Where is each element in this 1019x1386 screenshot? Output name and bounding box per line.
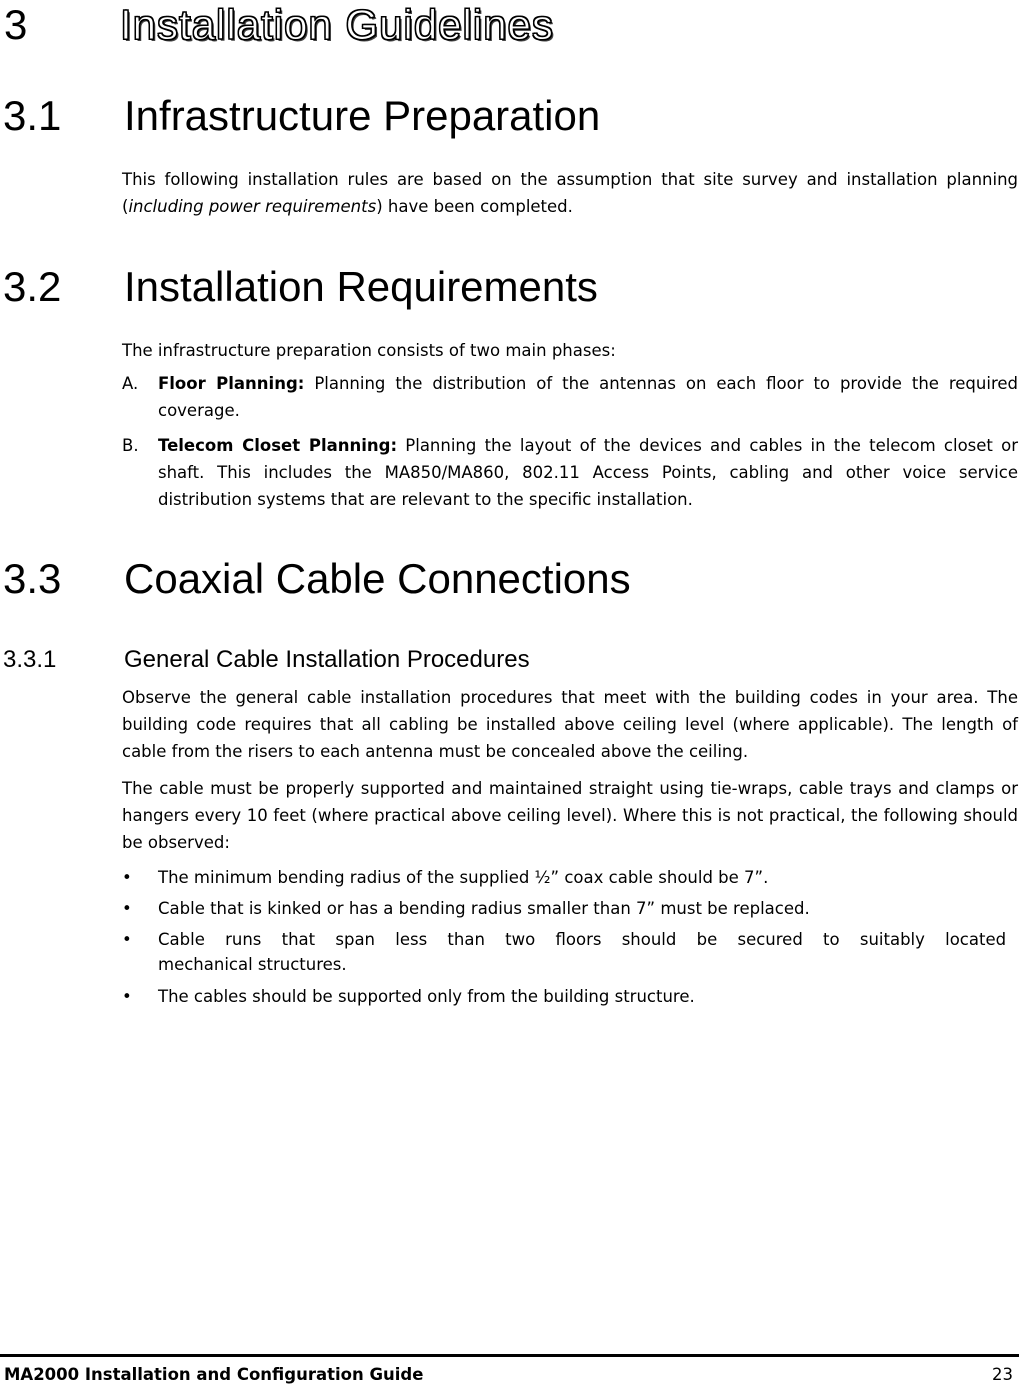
footer-page-number: 23: [992, 1365, 1013, 1384]
section-3-1-paragraph: [122, 166, 1018, 220]
bullet-continuation: [122, 951, 1018, 978]
bullet-text: Cable runs that span less than two floors should be secured to suitably located: [158, 930, 1007, 949]
paragraph-emphasis: including power requirements: [128, 197, 377, 216]
list-item-telecom-closet-planning: [122, 432, 1018, 513]
list-item-text: Planning the distribution of the antennas on each floor to provide the required coverage.: [158, 374, 1018, 420]
bullet-text: The minimum bending radius of the supplied ½” coax cable should be 7”.: [158, 868, 769, 887]
section-title: Infrastructure Preparation: [124, 92, 601, 139]
bullet-item: [122, 895, 1018, 922]
subsection-paragraph-1: Observe the general cable installation procedures that meet with the building codes in your area. The building code requires that all cabling be installed above ceiling level (where applicable). The length of cable from the risers to each antenna must be concealed above the ceiling.: [122, 688, 1018, 761]
bullet-text: mechanical structures.: [158, 955, 347, 974]
section-number: 3.2: [3, 263, 62, 310]
bullet-item: [122, 926, 1018, 953]
chapter-title: Installation Guidelines: [120, 1, 554, 48]
footer-divider: [0, 1354, 1019, 1357]
list-item-floor-planning: [122, 370, 1018, 424]
subsection-number: 3.3.1: [3, 646, 57, 673]
list-item-lead: Floor Planning:: [158, 374, 305, 393]
bullet-icon: •: [122, 987, 132, 1006]
bullet-icon: •: [122, 899, 132, 918]
bullet-icon: •: [122, 868, 132, 887]
bullet-text: The cables should be supported only from the building structure.: [158, 987, 695, 1006]
list-item-text: Planning the layout of the devices and cables in the telecom closet or shaft. This includes the MA850/MA860, 802.11 Access Points, cabling and other voice service distribution systems that are relevant to the specific installation.: [158, 436, 1018, 509]
section-title: Coaxial Cable Connections: [124, 555, 631, 602]
bullet-item: [122, 983, 1018, 1010]
list-item-body: [158, 370, 1018, 424]
list-marker: A.: [122, 374, 139, 393]
bullet-text: Cable that is kinked or has a bending radius smaller than 7” must be replaced.: [158, 899, 810, 918]
footer-document-title: MA2000 Installation and Configuration Guide: [4, 1365, 424, 1384]
section-number: 3.3: [3, 555, 62, 602]
list-marker: B.: [122, 436, 139, 455]
subsection-paragraph-2: The cable must be properly supported and maintained straight using tie-wraps, cable trays and clamps or hangers every 10 feet (where practical above ceiling level). Where this is not practical, the following should be observed:: [122, 779, 1018, 852]
list-item-lead: Telecom Closet Planning:: [158, 436, 398, 455]
subsection-title: General Cable Installation Procedures: [124, 646, 530, 673]
section-3-2-intro: The infrastructure preparation consists of two main phases:: [122, 341, 616, 360]
list-item-body: [158, 432, 1018, 513]
section-number: 3.1: [3, 92, 62, 139]
chapter-number: 3: [4, 1, 28, 48]
bullet-item: [122, 864, 1018, 891]
bullet-icon: •: [122, 930, 132, 949]
paragraph-text: This following installation rules are based on the assumption that site survey and installation planning (: [122, 170, 1018, 216]
section-title: Installation Requirements: [124, 263, 598, 310]
paragraph-text: ) have been completed.: [376, 197, 573, 216]
